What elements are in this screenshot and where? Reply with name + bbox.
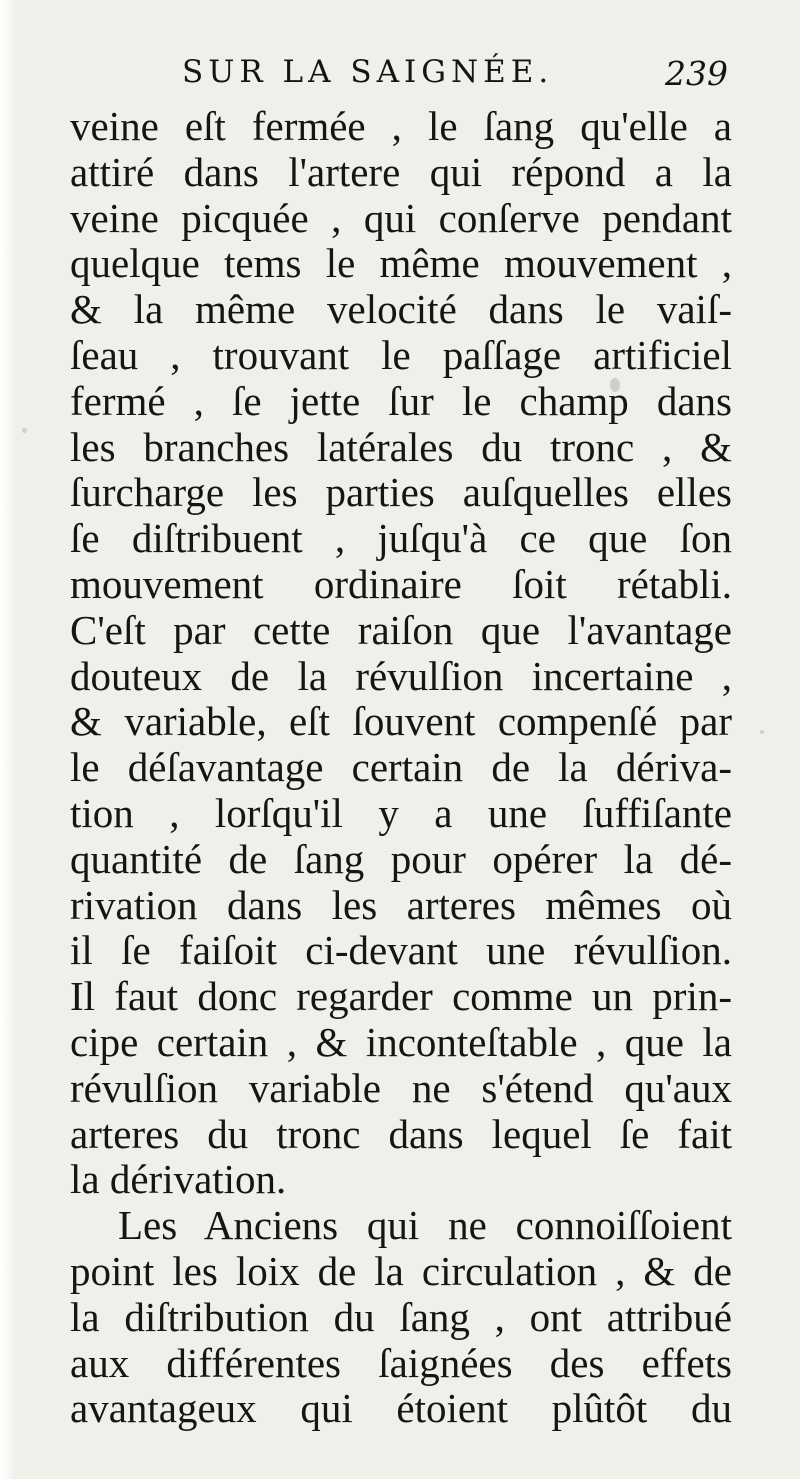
text-line: quelque tems le même mouvement ,: [70, 240, 732, 287]
text-line: ſeau , trouvant le paſſage artificiel: [70, 331, 732, 378]
text-line: fermé , ſe jette ſur le champ dans: [70, 377, 732, 424]
text-line: mouvement ordinaire ſoit rétabli.: [70, 560, 732, 607]
running-title: SUR LA SAIGNÉE.: [182, 54, 554, 90]
paper-speck: [22, 428, 27, 433]
text-line: douteux de la révulſion incertaine ,: [70, 652, 732, 699]
text-line: les branches latérales du tronc , &: [70, 423, 732, 470]
text-line: ſe diſtribuent , juſqu'à ce que ſon: [70, 515, 732, 562]
paper-speck: [610, 378, 620, 392]
text-line: quantité de ſang pour opérer la dé-: [70, 835, 732, 882]
text-line: & la même velocité dans le vaiſ-: [70, 286, 732, 333]
text-line: la dérivation.: [70, 1156, 287, 1203]
text-line: aux différentes ſaignées des effets: [70, 1339, 732, 1386]
text-line: arteres du tronc dans lequel ſe fait: [70, 1110, 732, 1157]
text-line: Les Anciens qui ne connoiſſoient: [118, 1202, 732, 1249]
page-number: 239: [665, 54, 728, 93]
text-line: C'eſt par cette raiſon que l'avantage: [70, 606, 732, 653]
text-line: attiré dans l'artere qui répond a la: [70, 148, 732, 195]
body-text: [70, 104, 732, 1432]
page-header: [0, 48, 800, 98]
text-line: Il faut donc regarder comme un prin-: [70, 973, 732, 1020]
text-line: révulſion variable ne s'étend qu'aux: [70, 1064, 732, 1111]
text-line: la diſtribution du ſang , ont attribué: [70, 1293, 732, 1340]
text-line: veine picquée , qui conſerve pendant: [70, 194, 732, 241]
text-line: il ſe faiſoit ci-devant une révulſion.: [70, 927, 732, 974]
text-line: point les loix de la circulation , & de: [70, 1247, 732, 1294]
text-line: & variable, eſt ſouvent compenſé par: [70, 698, 732, 745]
text-line: tion , lorſqu'il y a une ſuffiſante: [70, 789, 732, 836]
page-edge: [0, 0, 16, 1479]
text-line: veine eſt fermée , le ſang qu'elle a: [70, 103, 732, 149]
text-line: avantageux qui étoient plûtôt du: [70, 1385, 732, 1432]
text-line: ſurcharge les parties auſquelles elles: [70, 469, 732, 516]
text-line: cipe certain , & inconteſtable , que la: [70, 1018, 732, 1065]
text-line: le déſavantage certain de la dériva-: [70, 744, 732, 791]
paper-speck: [760, 730, 764, 734]
text-line: rivation dans les arteres mêmes où: [70, 881, 732, 928]
